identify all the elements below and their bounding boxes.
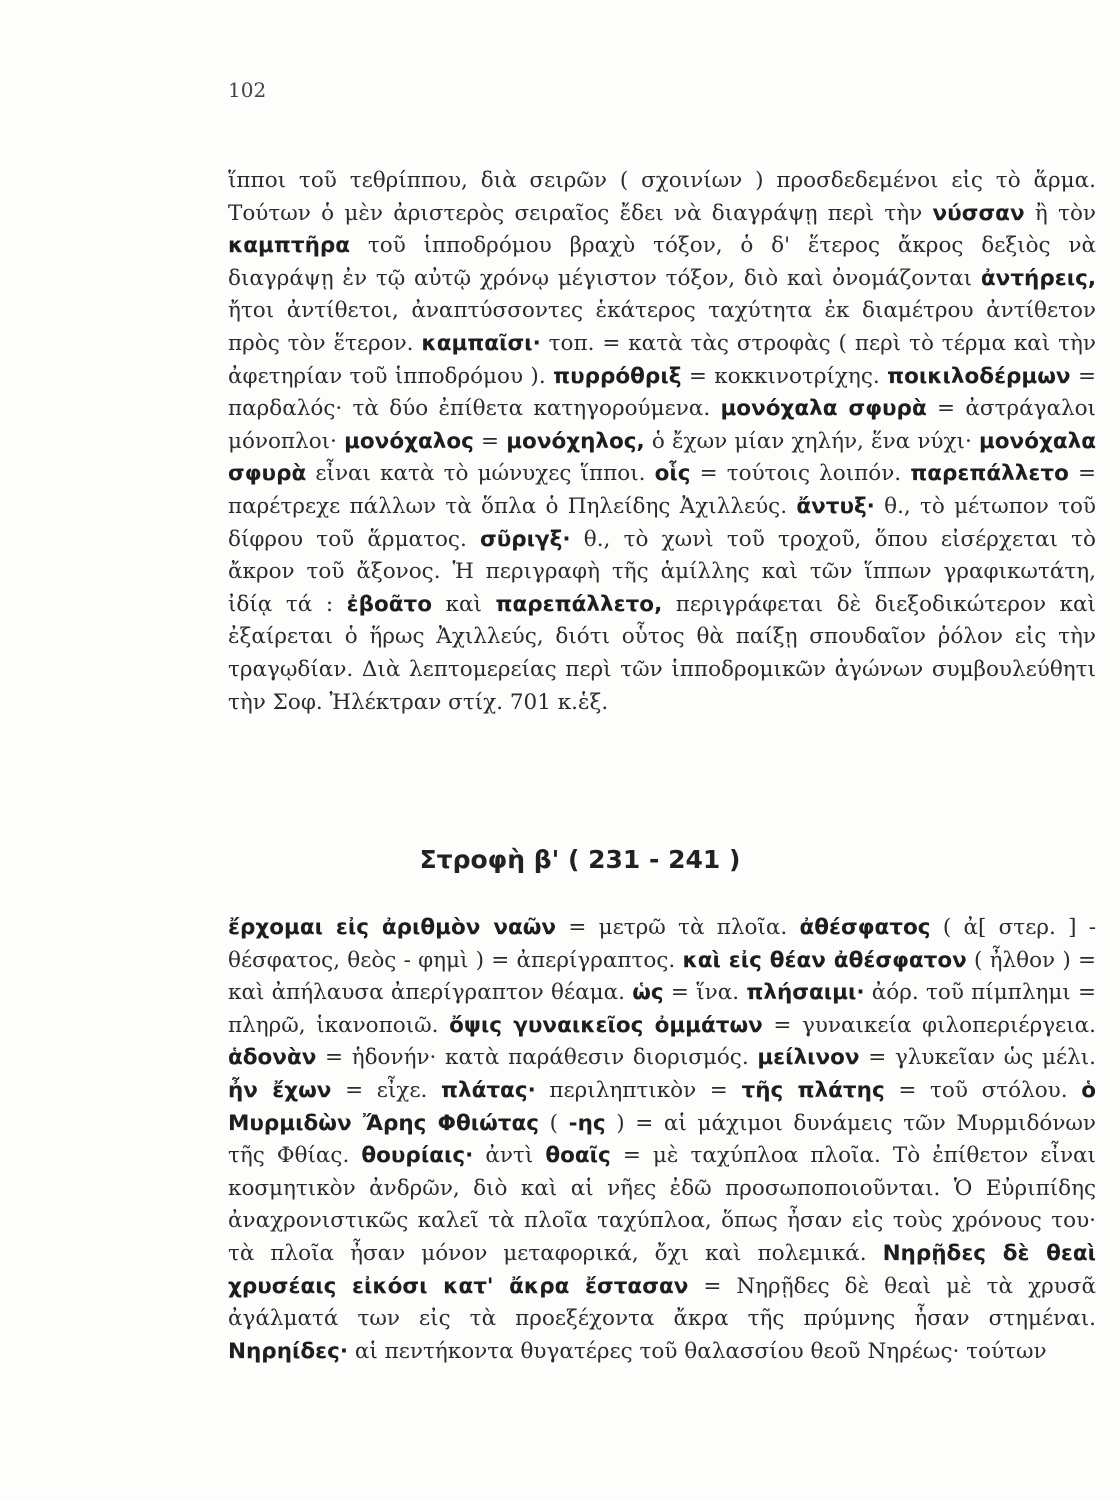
lemma-term: πλήσαιμι· <box>746 980 865 1006</box>
text-run: = τοῦ στόλου. <box>884 1077 1082 1103</box>
lemma-term: καμπαῖσι· <box>421 330 541 356</box>
paragraph-commentary <box>228 165 1096 719</box>
lemma-term: ἄντυξ· <box>796 493 875 519</box>
lemma-term: μείλινον <box>757 1045 860 1071</box>
text-run: ἵπποι τοῦ τεθρίππου, διὰ σειρῶν ( σχοινίων ) προσδεδεμένοι εἰς τὸ ἅρμα. Τούτων ὁ μὲν ἀριστερὸς σειραῖος ἔδει νὰ διαγράψῃ περὶ τὴν <box>228 168 1096 226</box>
text-run: ἀντὶ <box>473 1143 546 1169</box>
text-run: = ἀστράγαλοι μόνοπλοι· <box>228 396 1096 454</box>
lemma-term: τῆς πλάτης <box>741 1077 885 1103</box>
lemma-term: μονόχαλα σφυρὰ <box>228 428 1096 487</box>
text-run: θ., τὸ μέτωπον τοῦ δίφρου τοῦ ἅρματος. <box>228 493 1096 552</box>
text-run: = παρέτρεχε πάλλων τὰ ὅπλα ὁ Πηλείδης Ἀχιλλεύς. <box>228 461 1096 519</box>
lemma-term: Νηρῇδες δὲ θεαὶ χρυσέαις εἰκόσι κατ' ἄκρα ἔστασαν <box>228 1240 1097 1299</box>
lemma-term: θοαῖς <box>545 1143 611 1169</box>
text-run: ἤτοι ἀντίθετοι, ἀναπτύσσοντες ἑκάτερος ταχύτητα ἐκ διαμέτρου ἀντίθετον πρὸς τὸν ἕτερον. <box>228 298 1096 356</box>
lemma-term: μονόχαλος <box>344 428 474 454</box>
text-run: αἱ πεντήκοντα θυγατέρες τοῦ θαλασσίου θεοῦ Νηρέως· τούτων <box>348 1338 1047 1364</box>
lemma-term: -ης <box>568 1110 606 1136</box>
text-run: = παρδαλός· τὰ δύο ἐπίθετα κατηγορούμενα. <box>228 363 1097 422</box>
lemma-term: ἀθέσφατος <box>799 915 931 940</box>
text-run: ( ἦλθον ) = καὶ ἀπήλαυσα ἀπερίγραπτον θέαμα. <box>228 947 1096 1006</box>
text-run: = κοκκινοτρίχης. <box>681 363 888 389</box>
lemma-term: οἷς <box>654 461 691 487</box>
text-run: ὁ ἔχων μίαν χηλήν, ἕνα νύχι· <box>644 428 979 454</box>
text-run: καὶ <box>432 591 496 617</box>
text-run: ( ἀ[ στερ. ] - θέσφατος, θεὸς - φημὶ ) = ἀπερίγραπτος. <box>228 915 1096 973</box>
text-run: = Νηρῇδες δὲ θεαὶ μὲ τὰ χρυσᾶ ἀγάλματά των εἰς τὰ προεξέχοντα ἄκρα τῆς πρύμνης ἦσαν στημέναι. <box>228 1273 1097 1332</box>
text-run: = μετρῶ τὰ πλοῖα. <box>556 915 800 940</box>
lemma-term: παρεπάλλετο, <box>495 591 663 617</box>
text-run: = ἡδονήν· κατὰ παράθεσιν διορισμός. <box>316 1045 758 1071</box>
text-run: = <box>473 428 507 454</box>
text-run: ἀόρ. τοῦ πίμπλημι = πληρῶ, ἱκανοποιῶ. <box>228 980 1097 1038</box>
lemma-term: ὡς <box>632 980 664 1006</box>
section-heading: Στροφὴ β' ( 231 - 241 ) <box>419 845 741 874</box>
lemma-term: ἦν ἔχων <box>228 1077 332 1103</box>
lemma-term: ἐβοᾶτο <box>346 591 433 617</box>
lemma-term: ἔρχομαι εἰς ἀριθμὸν ναῶν <box>228 915 557 940</box>
lemma-term: σῦριγξ· <box>480 526 571 552</box>
text-run: ) = αἱ μάχιμοι δυνάμεις τῶν Μυρμιδόνων τῆς Φθίας. <box>228 1110 1097 1169</box>
text-run: = γυναικεία φιλοπεριέργεια. <box>762 1012 1096 1038</box>
text-run: εἶναι κατὰ τὸ μώνυχες ἵπποι. <box>306 461 655 487</box>
lemma-term: ἁδονὰν <box>228 1045 317 1071</box>
text-run: = ἵνα. <box>663 980 747 1006</box>
text-run: = γλυκεῖαν ὡς μέλι. <box>859 1045 1097 1071</box>
lemma-term: Νηρηίδες· <box>228 1338 349 1364</box>
text-run: = τούτοις λοιπόν. <box>690 461 911 487</box>
text-run: θ., τὸ χωνὶ τοῦ τροχοῦ, ὅπου εἰσέρχεται τὸ ἄκρον τοῦ ἄξονος. Ἡ περιγραφὴ τῆς ἁμίλλης καὶ τῶν ἵππων γραφικωτάτη, ἰδίᾳ τά : <box>228 526 1096 617</box>
paragraph-strophe-b <box>228 912 1096 1368</box>
text-run: ( <box>539 1110 569 1136</box>
lemma-term: μονόχαλα σφυρὰ <box>720 396 927 422</box>
text-run: τοῦ ἱπποδρόμου βραχὺ τόξον, ὁ δ' ἕτερος ἄκρος δεξιὸς νὰ διαγράψῃ ἐν τῷ αὐτῷ χρόνῳ μέγιστον τόξον, διὸ καὶ ὀνομάζονται <box>228 233 1096 291</box>
lemma-term: ἀντήρεις, <box>980 265 1096 291</box>
lemma-term: νύσσαν <box>932 200 1025 226</box>
page-number: 102 <box>228 78 267 102</box>
text-run: = εἶχε. <box>331 1077 441 1103</box>
text-run: περιληπτικὸν = <box>535 1077 742 1103</box>
lemma-term: καμπτῆρα <box>228 233 351 259</box>
lemma-term: ὁ Μυρμιδὼν Ἄρης Φθιώτας <box>228 1077 1096 1136</box>
lemma-term: πυρρόθριξ <box>553 363 682 389</box>
text-run: = μὲ ταχύπλοα πλοῖα. Τὸ ἐπίθετον εἶναι κοσμητικὸν ἀνδρῶν, διὸ καὶ αἱ νῆες ἐδῶ προσωποποιοῦνται. Ὁ Εὐριπίδης ἀναχρονιστικῶς καλεῖ τὰ πλοῖα ταχύπλοα, ὅπως ἦσαν εἰς τοὺς χρόνους του· τὰ πλοῖα ἦσαν μόνον μεταφορικά, ὄχι καὶ πολεμικά. <box>228 1143 1096 1266</box>
lemma-term: πλάτας· <box>440 1077 536 1103</box>
text-run: τοπ. = κατὰ τὰς στροφὰς ( περὶ τὸ τέρμα καὶ τὴν ἀφετηρίαν τοῦ ἱπποδρόμου ). <box>228 330 1096 389</box>
text-run: ἢ τὸν <box>1024 200 1096 226</box>
lemma-term: θουρίαις· <box>361 1143 474 1169</box>
lemma-term: ὄψις γυναικεῖος ὀμμάτων <box>449 1012 763 1038</box>
lemma-term: ποικιλοδέρμων <box>887 363 1071 389</box>
lemma-term: μονόχηλος, <box>506 428 645 454</box>
text-run: περιγράφεται δὲ διεξοδικώτερον καὶ ἐξαίρεται ὁ ἥρως Ἀχιλλεύς, διότι οὗτος θὰ παίξῃ σπουδαῖον ῥόλον εἰς τὴν τραγῳδίαν. Διὰ λεπτομερείας περὶ τῶν ἱπποδρομικῶν ἀγώνων συμβουλεύθητι τὴν Σοφ. Ἠλέκτραν στίχ. 701 κ.ἑξ. <box>228 591 1096 715</box>
lemma-term: παρεπάλλετο <box>910 461 1069 487</box>
lemma-term: καὶ εἰς θέαν ἀθέσφατον <box>682 947 967 973</box>
